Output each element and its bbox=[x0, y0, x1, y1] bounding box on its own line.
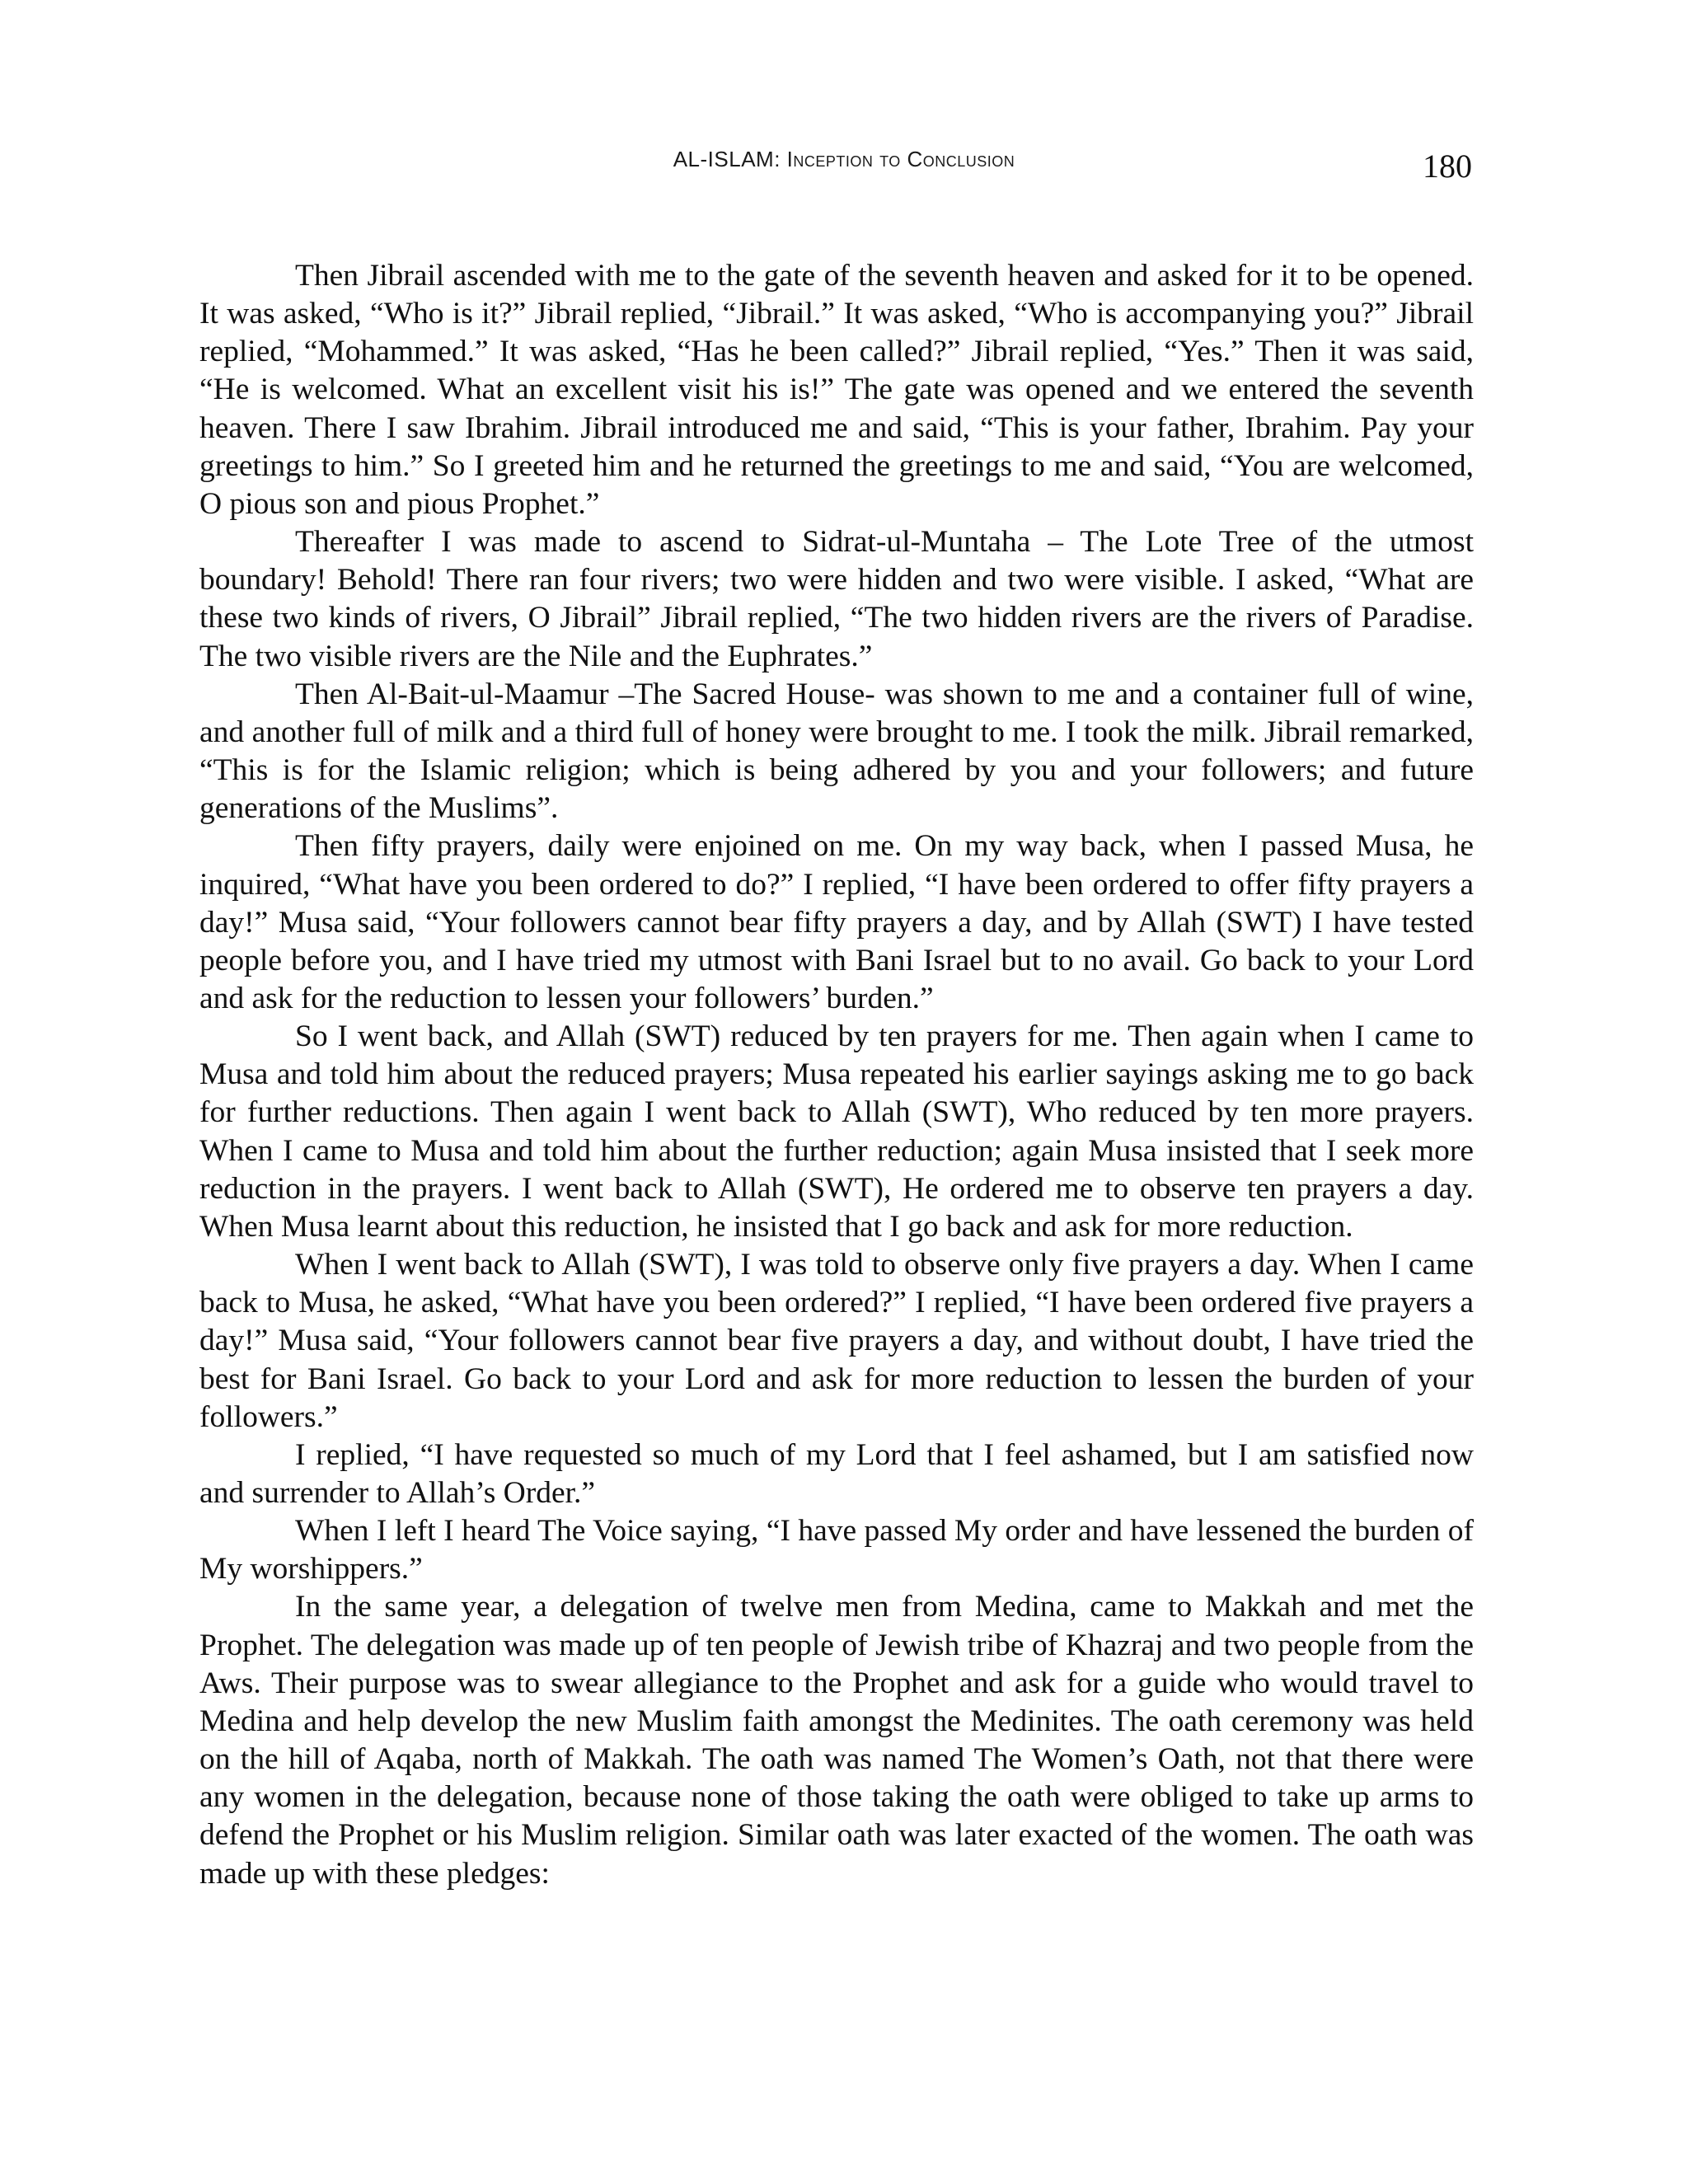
paragraph: In the same year, a delegation of twelve men from Medina, came to Makkah and met the Prophet. The delegation was made up of ten people of Jewish tribe of Khazraj and two people from the Aws. Their purpose was to swear allegiance to the Prophet and ask for a guide who would travel to Medina and help develop the new Muslim faith amongst the Medinites. The oath ceremony was held on the hill of Aqaba, north of Makkah. The oath was named The Women’s Oath, not that there were any women in the delegation, because none of those taking the oath were obliged to take up arms to defend the Prophet or his Muslim religion. Similar oath was later exacted of the women. The oath was made up with these pledges: bbox=[199, 1590, 1474, 1891]
paragraph: Then Al-Bait-ul-Maamur –The Sacred House- was shown to me and a container full of wine, and another full of milk and a third full of honey were brought to me. I took the milk. Jibrail remarked, “This is for the Islamic religion; which is being adhered by you and your followers; and future generations of the Muslims”. bbox=[199, 677, 1474, 826]
paragraph: So I went back, and Allah (SWT) reduced by ten prayers for me. Then again when I came to Musa and told him about the reduced prayers; Musa repeated his earlier sayings asking me to go back for further reductions. Then again I went back to Allah (SWT), Who reduced by ten more prayers. When I came to Musa and told him about the further reduction; again Musa insisted that I seek more reduction in the prayers. I went back to Allah (SWT), He ordered me to observe ten prayers a day. When Musa learnt about this reduction, he insisted that I go back and ask for more reduction. bbox=[199, 1019, 1474, 1244]
paragraph: When I left I heard The Voice saying, “I have passed My order and have lessened the burden of My worshippers.” bbox=[199, 1514, 1474, 1586]
running-title: AL-ISLAM: Inception to Conclusion bbox=[673, 147, 1015, 171]
paragraph: Then Jibrail ascended with me to the gate of the seventh heaven and asked for it to be opened. It was asked, “Who is it?” Jibrail replied, “Jibrail.” It was asked, “Who is accompanying you?” Jibrail replied, “Mohammed.” It was asked, “Has he been called?” Jibrail replied, “Yes.” Then it was said, “He is welcomed. What an excellent visit his is!” The gate was opened and we entered the seventh heaven. There I saw Ibrahim. Jibrail introduced me and said, “This is your father, Ibrahim. Pay your greetings to him.” So I greeted him and he returned the greetings to me and said, “You are welcomed, O pious son and pious Prophet.” bbox=[199, 259, 1474, 521]
paragraph: When I went back to Allah (SWT), I was told to observe only five prayers a day. When I came back to Musa, he asked, “What have you been ordered?” I replied, “I have been ordered five prayers a day!” Musa said, “Your followers cannot bear five prayers a day, and without doubt, I have tried the best for Bani Israel. Go back to your Lord and ask for more reduction to lessen the burden of your followers.” bbox=[199, 1248, 1474, 1434]
paragraph: Thereafter I was made to ascend to Sidrat-ul-Muntaha – The Lote Tree of the utmost boundary! Behold! There ran four rivers; two were hidden and two were visible. I asked, “What are these two kinds of rivers, O Jibrail” Jibrail replied, “The two hidden rivers are the rivers of Paradise. The two visible rivers are the Nile and the Euphrates.” bbox=[199, 525, 1474, 673]
page-number: 180 bbox=[1423, 148, 1472, 185]
paragraph: Then fifty prayers, daily were enjoined on me. On my way back, when I passed Musa, he inquired, “What have you been ordered to do?” I replied, “I have been ordered to offer fifty prayers a day!” Musa said, “Your followers cannot bear fifty prayers a day, and by Allah (SWT) I have tested people before you, and I have tried my utmost with Bani Israel but to no avail. Go back to your Lord and ask for the reduction to lessen your followers’ burden.” bbox=[199, 829, 1474, 1015]
body-text bbox=[199, 257, 1474, 1893]
paragraph: I replied, “I have requested so much of my Lord that I feel ashamed, but I am satisfied now and surrender to Allah’s Order.” bbox=[199, 1437, 1474, 1510]
